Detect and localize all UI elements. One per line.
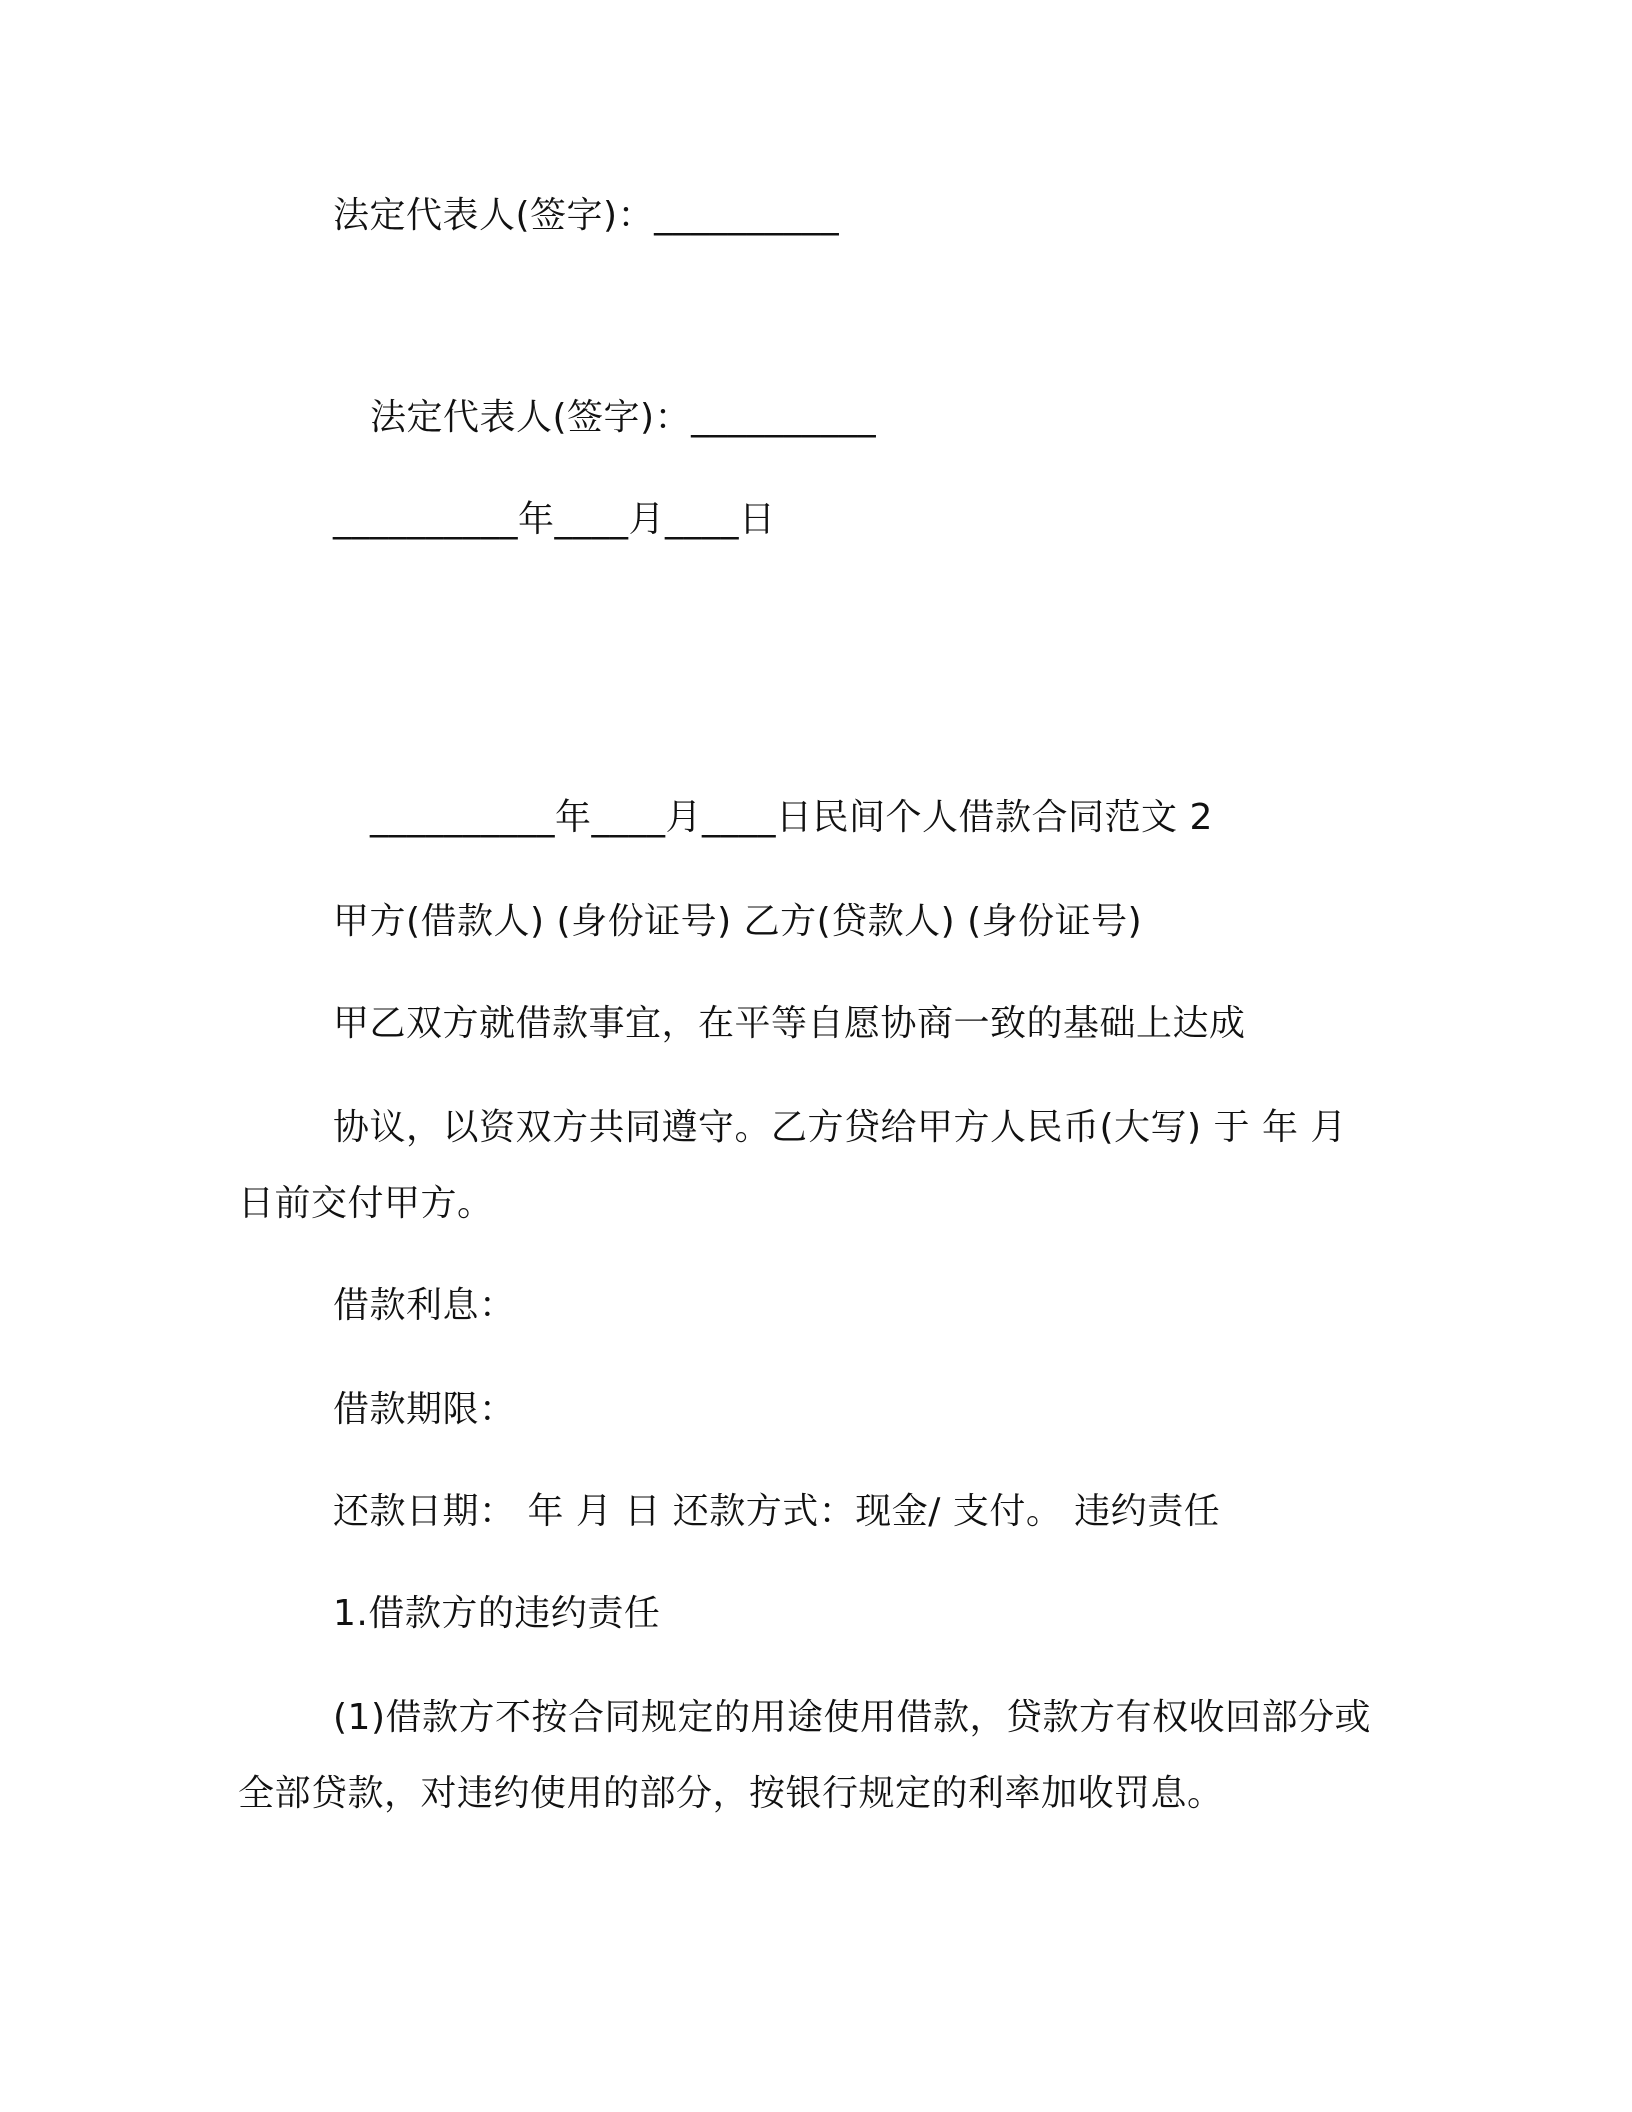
clause-1-line-2: 全部贷款，对违约使用的部分，按银行规定的利率加收罚息。 xyxy=(238,1773,1224,1814)
paragraph-agreement-line-1: 甲乙双方就借款事宜，在平等自愿协商一致的基础上达成 xyxy=(333,1003,1246,1044)
section-heading-borrower-liability: 1.借款方的违约责任 xyxy=(333,1593,661,1634)
clause-1-line-1: (1)借款方不按合同规定的用途使用借款，贷款方有权收回部分或 xyxy=(333,1697,1371,1738)
parties-line: 甲方(借款人) (身份证号) 乙方(贷款人) (身份证号) xyxy=(333,901,1143,942)
loan-interest-label: 借款利息： xyxy=(333,1285,516,1326)
repayment-line: 还款日期： 年 月 日 还款方式：现金/ 支付。 违约责任 xyxy=(333,1491,1221,1532)
document-title: __________年____月____日民间个人借款合同范文 2 xyxy=(370,797,1213,838)
signature-line-legal-rep-2: 法定代表人(签字)：__________ xyxy=(370,397,877,438)
date-line: __________年____月____日 xyxy=(333,499,776,540)
paragraph-agreement-line-2: 协议，以资双方共同遵守。乙方贷给甲方人民币(大写) 于 年 月 xyxy=(333,1107,1347,1148)
loan-term-label: 借款期限： xyxy=(333,1389,516,1430)
signature-line-legal-rep-1: 法定代表人(签字)：__________ xyxy=(333,195,840,236)
paragraph-agreement-line-3: 日前交付甲方。 xyxy=(238,1183,494,1224)
